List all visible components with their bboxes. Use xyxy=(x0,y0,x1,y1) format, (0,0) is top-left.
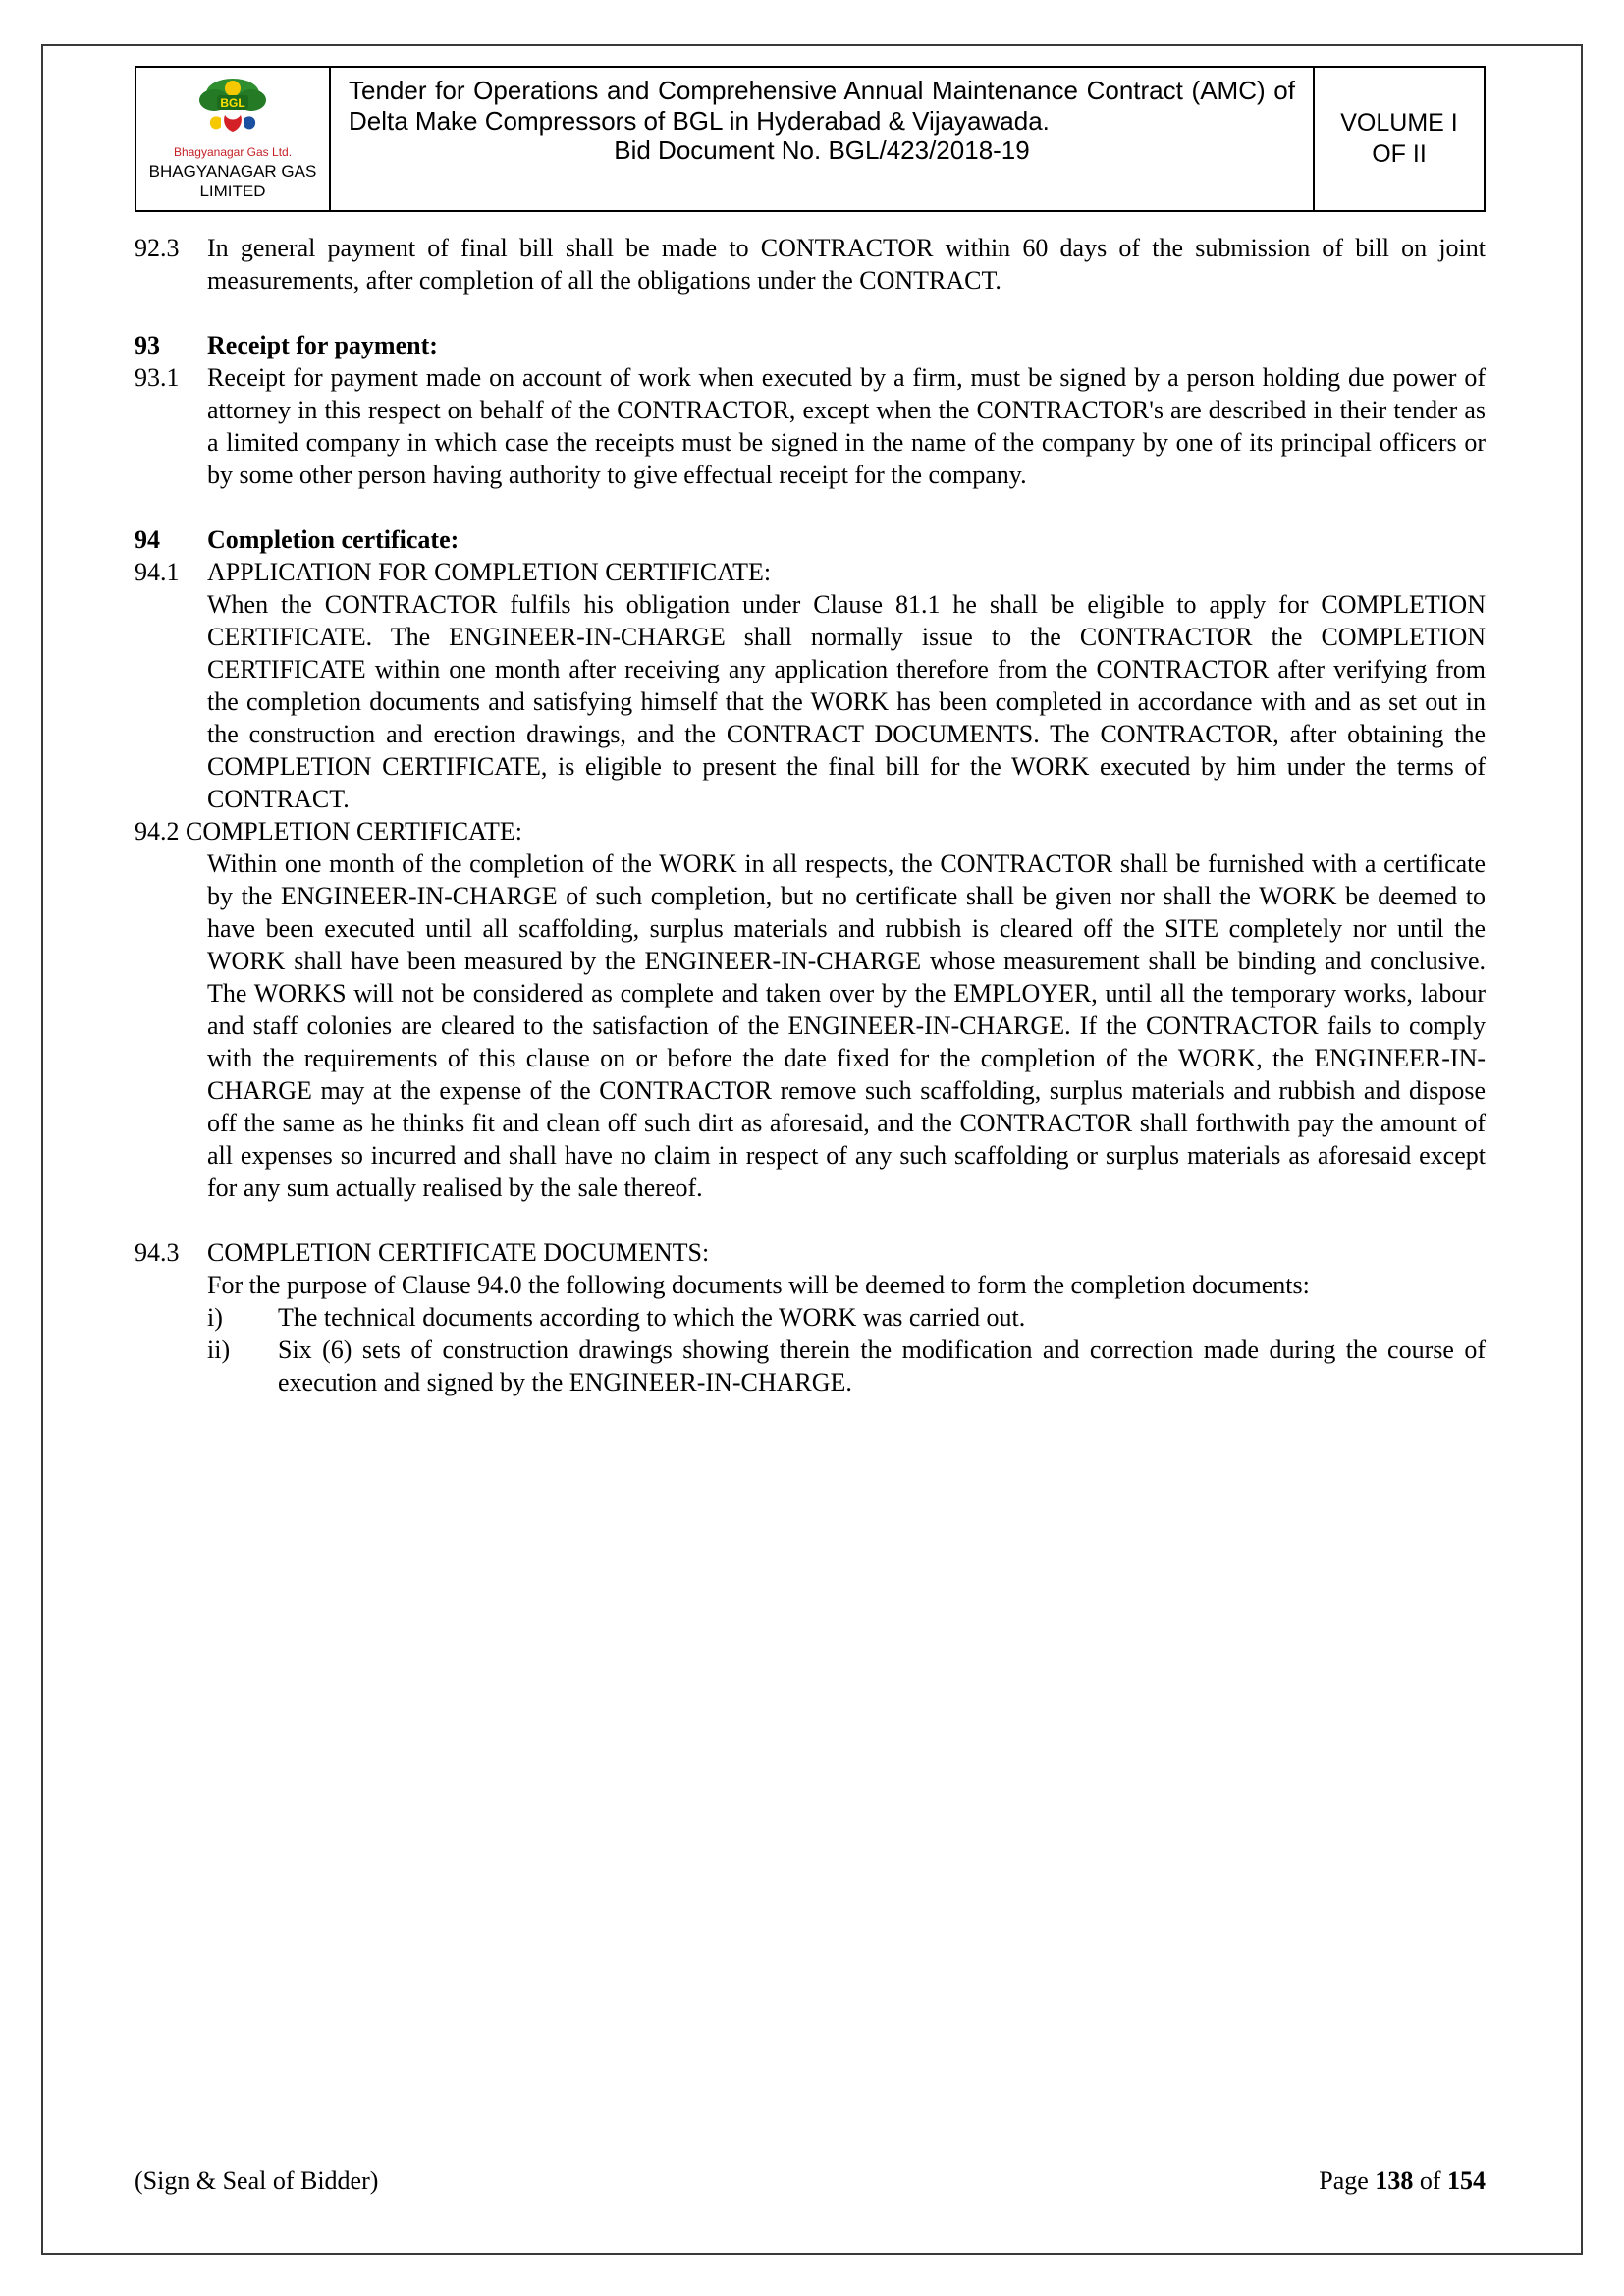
list-item-marker: i) xyxy=(207,1302,223,1332)
bgl-logo-icon xyxy=(186,96,280,146)
list-item xyxy=(207,1334,1486,1398)
page-word: Page xyxy=(1319,2166,1369,2195)
sign-seal-note: (Sign & Seal of Bidder) xyxy=(135,2166,379,2195)
company-name-line1: BHAGYANAGAR GAS xyxy=(148,162,317,181)
logo-tagline: Bhagyanagar Gas Ltd. xyxy=(173,145,293,159)
clause-number: 92.3 xyxy=(135,233,180,262)
clause-number: 93.1 xyxy=(135,362,180,392)
clause-text: Within one month of the completion of the WORK in all respects, the CONTRACTOR shall be furnished with a certificate by the ENGINEER-IN-CHARGE of such completion, but no certificate shall be given nor shall the WORK be deemed to have been executed until all scaffolding, surplus materials and rubbish is cleared off the SITE completely nor until the WORK shall have been measured by the ENGINEER-IN-CHARGE whose measurement shall be binding and conclusive. The WORKS will not be considered as complete and taken over by the EMPLOYER, until all the temporary works, labour and staff colonies are cleared to the satisfaction of the ENGINEER-IN-CHARGE. If the CONTRACTOR fails to comply with the requirements of this clause on or before the date fixed for the completion of the WORK, the ENGINEER-IN-CHARGE may at the expense of the CONTRACTOR remove such scaffolding, surplus materials and rubbish and dispose off the same as he thinks fit and clean off such dirt as aforesaid, and the CONTRACTOR shall forthwith pay the amount of all expenses so incurred and shall have no claim in respect of any such scaffolding or surplus materials as aforesaid except for any sum actually realised by the sale thereof. xyxy=(207,848,1486,1202)
clause-number: 94 xyxy=(135,524,160,554)
clause-body xyxy=(207,1236,1486,1398)
logo-cell xyxy=(136,68,331,210)
clause-number: 94.2 xyxy=(135,816,180,846)
tender-title: Tender for Operations and Comprehensive Annual Maintenance Contract (AMC) of Delta Make Compressors of BGL in Hyderabad & Vijayawada. xyxy=(349,76,1295,136)
clause-body xyxy=(207,556,1486,815)
document-body xyxy=(135,232,1486,1398)
clause-number: 93 xyxy=(135,330,160,359)
clause-94-heading xyxy=(135,523,1486,556)
clause-94-1 xyxy=(135,556,1486,815)
bid-document-number: Bid Document No. BGL/423/2018-19 xyxy=(614,136,1030,166)
clause-92-3 xyxy=(135,232,1486,297)
list-item xyxy=(207,1301,1486,1334)
svg-text:BGL: BGL xyxy=(220,96,245,110)
page-content xyxy=(135,66,1486,1398)
clause-subheading: APPLICATION FOR COMPLETION CERTIFICATE: xyxy=(207,557,772,586)
page-border xyxy=(41,44,1583,2255)
company-name xyxy=(142,162,323,202)
page-footer xyxy=(135,2166,1486,2196)
clause-93-heading xyxy=(135,329,1486,361)
list-item-text: Six (6) sets of construction drawings showing therein the modification and correction made during the course of execution and signed by the ENGINEER-IN-CHARGE. xyxy=(278,1335,1486,1396)
volume-line2: OF II xyxy=(1372,140,1427,169)
clause-subheading: COMPLETION CERTIFICATE: xyxy=(186,816,522,846)
clause-heading: Receipt for payment: xyxy=(207,330,438,359)
clause-text: Receipt for payment made on account of work when executed by a firm, must be signed by a person holding due power of attorney in this respect on behalf of the CONTRACTOR, except when the CONTRACTOR's are described in their tender as a limited company in which case the receipts must be signed in the name of the company by one of its principal officers or by some other person having authority to give effectual receipt for the company. xyxy=(207,362,1486,489)
title-cell xyxy=(331,68,1315,210)
clause-heading: Completion certificate: xyxy=(207,524,460,554)
clause-94-3 xyxy=(135,1236,1486,1398)
clause-93-1 xyxy=(135,361,1486,491)
company-name-line2: LIMITED xyxy=(199,182,266,201)
clause-number: 94.3 xyxy=(135,1237,180,1267)
document-header xyxy=(135,66,1486,212)
clause-text: When the CONTRACTOR fulfils his obligation under Clause 81.1 he shall be eligible to apply for COMPLETION CERTIFICATE. The ENGINEER-IN-CHARGE shall normally issue to the CONTRACTOR the COMPLETION CERTIFICATE within one month after receiving any application therefore from the CONTRACTOR after verifying from the completion documents and satisfying himself that the WORK has been completed in accordance with and as set out in the construction and erection drawings, and the CONTRACT DOCUMENTS. The CONTRACTOR, after obtaining the COMPLETION CERTIFICATE, is eligible to present the final bill for the WORK executed by him under the terms of CONTRACT. xyxy=(207,589,1486,813)
clause-inline-heading xyxy=(135,815,1486,847)
page-number xyxy=(1319,2166,1486,2196)
of-word: of xyxy=(1419,2166,1441,2195)
volume-line1: VOLUME I xyxy=(1340,108,1458,137)
volume-cell xyxy=(1315,68,1484,210)
clause-text: In general payment of final bill shall be made to CONTRACTOR within 60 days of the submission of bill on joint measurements, after completion of all the obligations under the CONTRACT. xyxy=(207,233,1486,295)
page-total: 154 xyxy=(1447,2166,1486,2195)
clause-subheading: COMPLETION CERTIFICATE DOCUMENTS: xyxy=(207,1237,710,1267)
page-current: 138 xyxy=(1375,2166,1414,2195)
clause-intro: For the purpose of Clause 94.0 the following documents will be deemed to form the completion documents: xyxy=(207,1270,1310,1299)
list-item-text: The technical documents according to which the WORK was carried out. xyxy=(278,1302,1026,1332)
list-item-marker: ii) xyxy=(207,1335,231,1364)
clause-94-2 xyxy=(135,815,1486,1204)
clause-number: 94.1 xyxy=(135,557,180,586)
